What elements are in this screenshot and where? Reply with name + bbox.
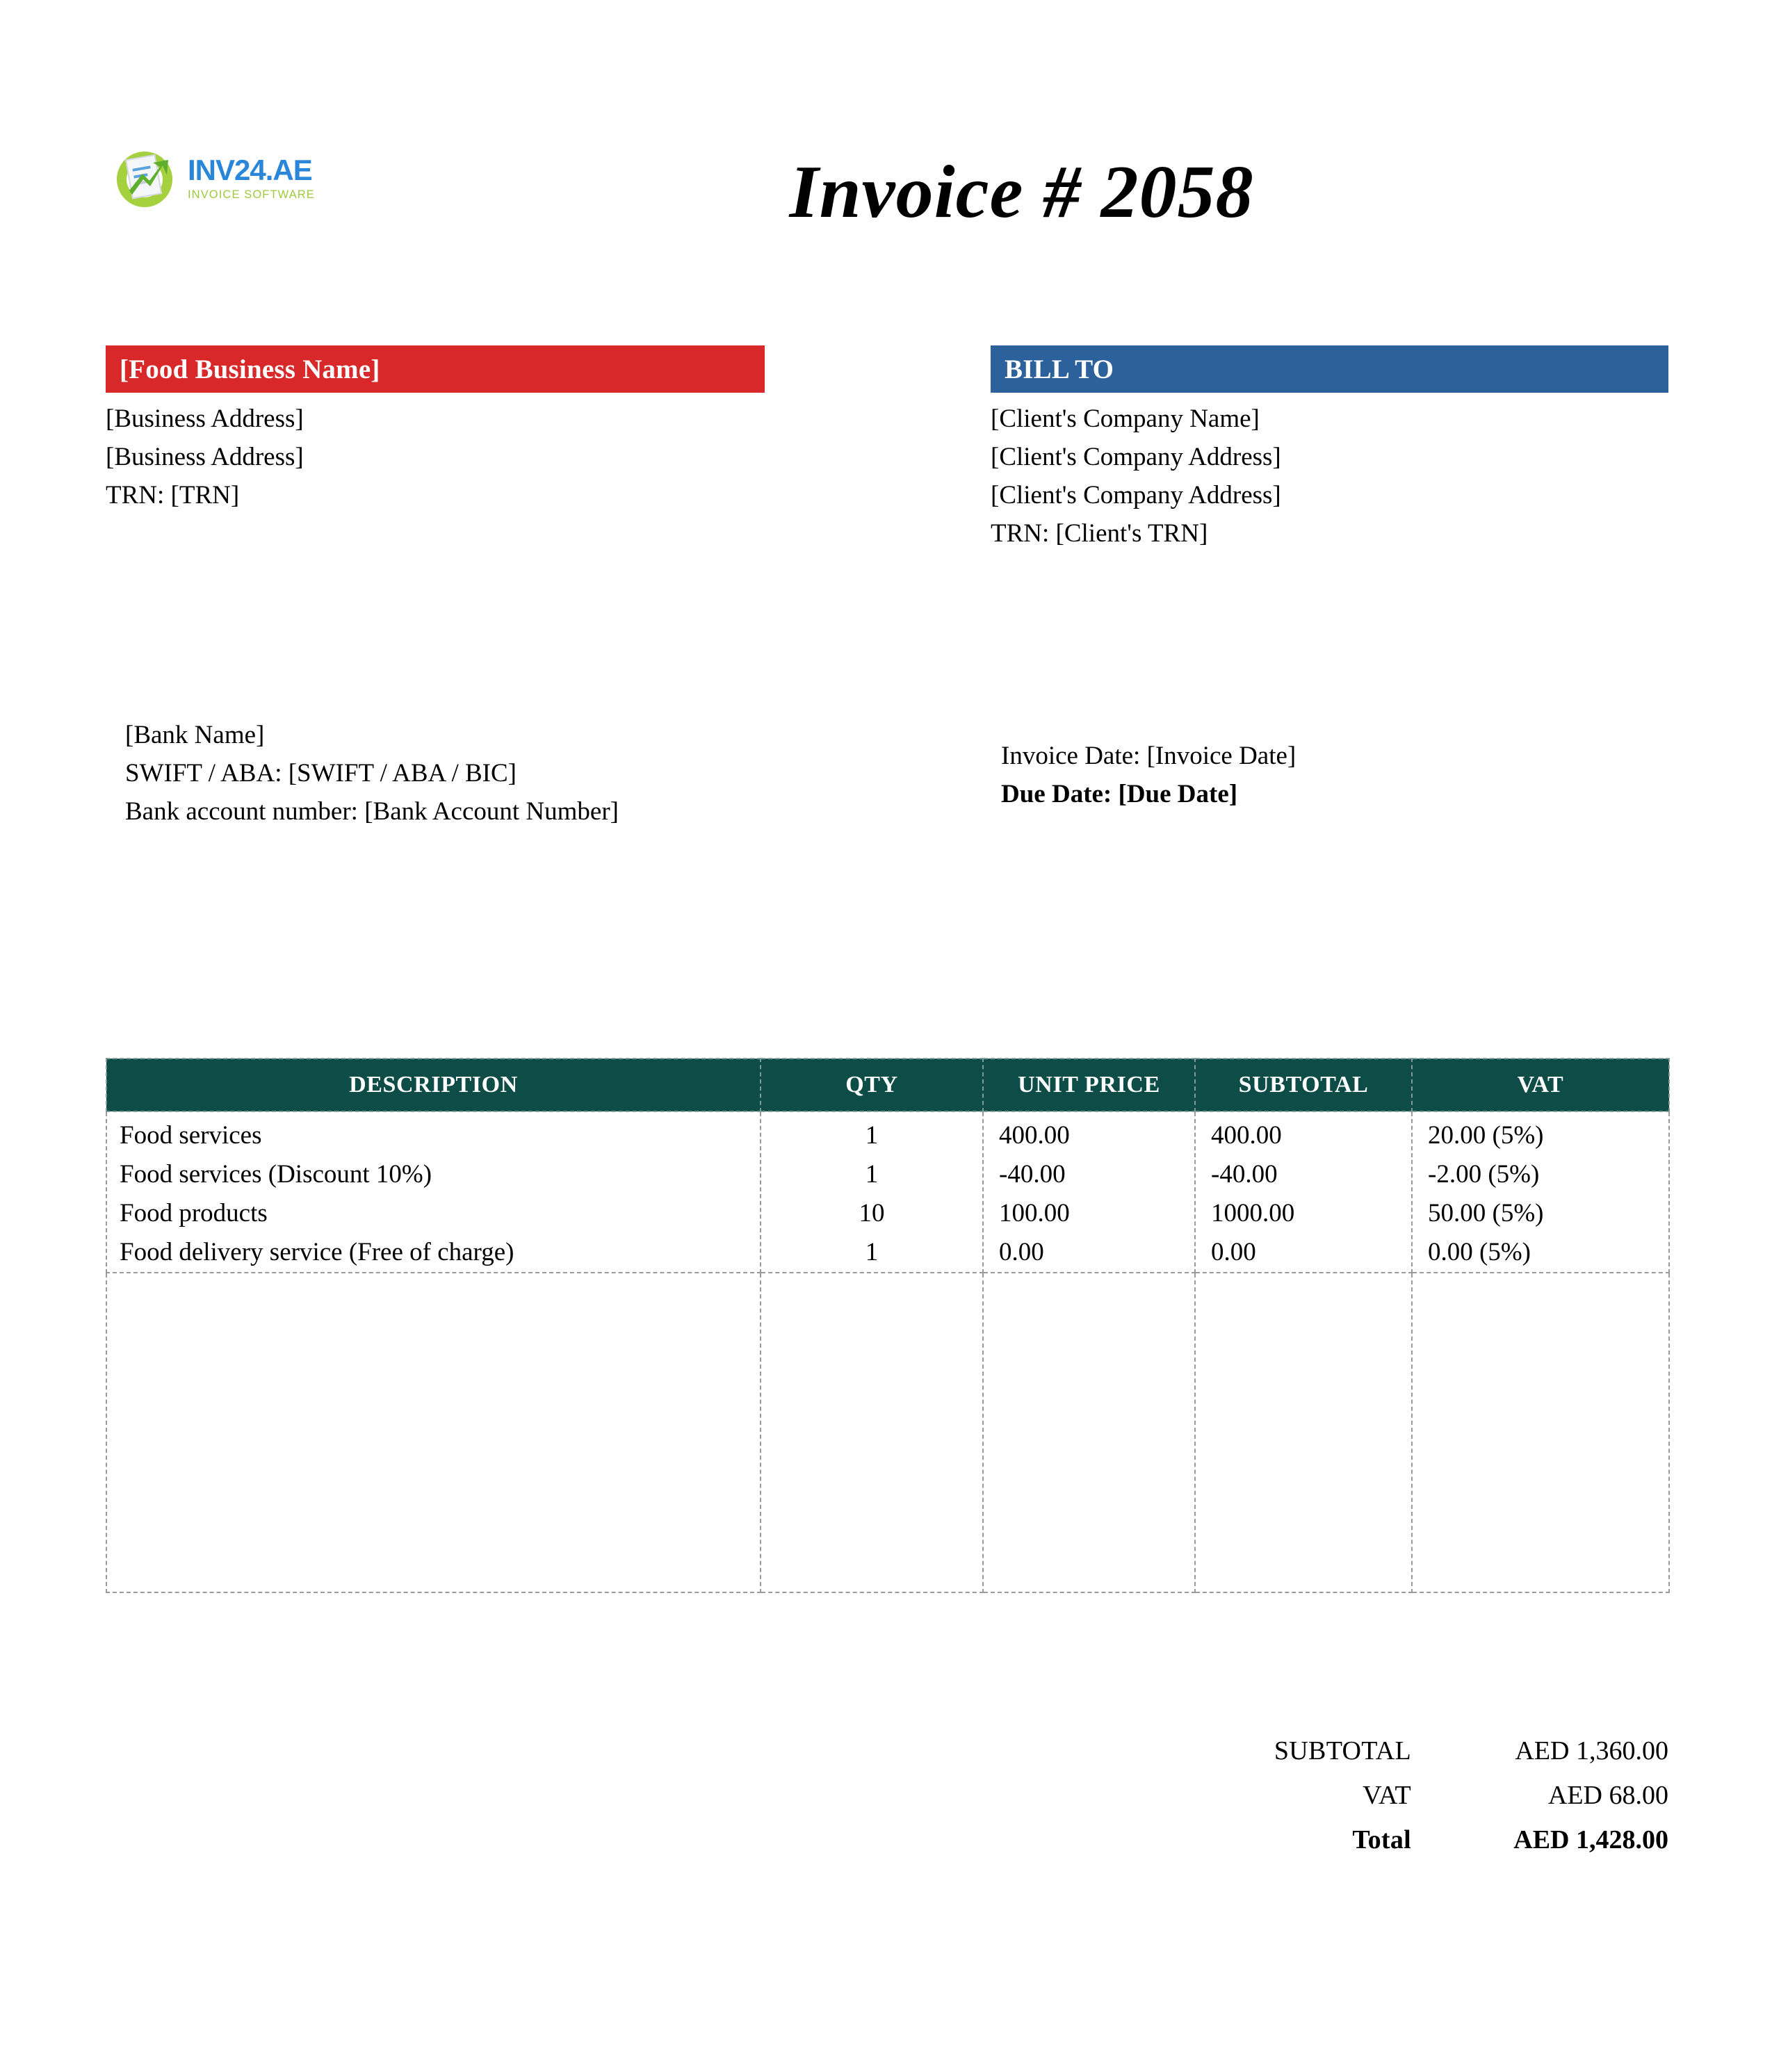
invoice-header xyxy=(0,0,1772,278)
item-description: Food delivery service (Free of charge) xyxy=(120,1238,514,1266)
cell-description xyxy=(106,1111,761,1273)
logo-wordmark: INV24.AE xyxy=(188,153,312,186)
bank-swift: SWIFT / ABA: [SWIFT / ABA / BIC] xyxy=(125,759,517,788)
client-address xyxy=(991,400,1668,553)
bank-name: [Bank Name] xyxy=(125,721,265,749)
item-description: Food services xyxy=(120,1121,262,1150)
invoice-date: Invoice Date: [Invoice Date] xyxy=(1001,742,1297,770)
due-date: Due Date: [Due Date] xyxy=(1001,780,1238,808)
seller-address-line: [Business Address] xyxy=(106,443,304,471)
vat-value: AED 68.00 xyxy=(1547,1781,1668,1810)
item-subtotal: -40.00 xyxy=(1211,1160,1278,1189)
seller-trn: TRN: [TRN] xyxy=(106,481,240,509)
empty-cell-subtotal xyxy=(1195,1273,1412,1592)
table-row xyxy=(106,1111,1669,1273)
item-subtotal: 400.00 xyxy=(1211,1121,1282,1150)
totals-block xyxy=(1182,1729,1668,1862)
item-unit-price: 400.00 xyxy=(999,1121,1070,1150)
logo-tagline: INVOICE SOFTWARE xyxy=(188,188,315,201)
line-items-table xyxy=(106,1058,1670,1593)
item-unit-price: 100.00 xyxy=(999,1199,1070,1227)
cell-vat xyxy=(1412,1111,1669,1273)
bank-account-number: Bank account number: [Bank Account Number] xyxy=(125,797,619,826)
totals-row-subtotal xyxy=(1182,1729,1668,1773)
item-vat: 50.00 (5%) xyxy=(1428,1199,1544,1227)
empty-cell-unit-price xyxy=(983,1273,1195,1592)
bank-details xyxy=(125,716,674,831)
subtotal-label: SUBTOTAL xyxy=(1274,1736,1411,1765)
column-header-description: DESCRIPTION xyxy=(106,1059,761,1111)
table-empty-space xyxy=(106,1273,1669,1592)
item-description: Food services (Discount 10%) xyxy=(120,1160,432,1189)
cell-qty xyxy=(761,1111,983,1273)
empty-cell-qty xyxy=(761,1273,983,1592)
seller-name-banner: [Food Business Name] xyxy=(106,345,765,393)
seller-address xyxy=(106,400,765,514)
subtotal-value: AED 1,360.00 xyxy=(1515,1736,1668,1765)
item-vat: 20.00 (5%) xyxy=(1428,1121,1544,1150)
column-header-vat: VAT xyxy=(1412,1059,1669,1111)
column-header-subtotal: SUBTOTAL xyxy=(1195,1059,1412,1111)
item-unit-price: 0.00 xyxy=(999,1238,1044,1266)
item-subtotal: 1000.00 xyxy=(1211,1199,1295,1227)
item-unit-price: -40.00 xyxy=(999,1160,1066,1189)
item-description: Food products xyxy=(120,1199,268,1227)
item-vat: 0.00 (5%) xyxy=(1428,1238,1531,1266)
item-qty: 1 xyxy=(865,1121,879,1150)
client-company-name: [Client's Company Name] xyxy=(991,405,1260,433)
item-vat: -2.00 (5%) xyxy=(1428,1160,1540,1189)
bill-to-banner: BILL TO xyxy=(991,345,1668,393)
total-value: AED 1,428.00 xyxy=(1513,1825,1668,1854)
item-qty: 1 xyxy=(865,1160,879,1189)
column-header-qty: QTY xyxy=(761,1059,983,1111)
column-header-unit-price: UNIT PRICE xyxy=(983,1059,1195,1111)
totals-row-total xyxy=(1182,1818,1668,1862)
page-title: Invoice # 2058 xyxy=(789,151,1254,234)
client-block xyxy=(991,345,1668,553)
cell-subtotal xyxy=(1195,1111,1412,1273)
vat-label: VAT xyxy=(1363,1781,1411,1810)
total-label: Total xyxy=(1352,1825,1411,1854)
seller-block xyxy=(106,345,765,514)
item-qty: 1 xyxy=(865,1238,879,1266)
cell-unit-price xyxy=(983,1111,1195,1273)
table-header-row xyxy=(106,1059,1669,1111)
client-address-line: [Client's Company Address] xyxy=(991,481,1281,509)
item-subtotal: 0.00 xyxy=(1211,1238,1256,1266)
totals-row-vat xyxy=(1182,1773,1668,1818)
item-qty: 10 xyxy=(859,1199,885,1227)
client-address-line: [Client's Company Address] xyxy=(991,443,1281,471)
empty-cell-vat xyxy=(1412,1273,1669,1592)
client-trn: TRN: [Client's TRN] xyxy=(991,519,1208,548)
empty-cell-description xyxy=(106,1273,761,1592)
invoice-dates xyxy=(1001,737,1668,813)
seller-address-line: [Business Address] xyxy=(106,405,304,433)
